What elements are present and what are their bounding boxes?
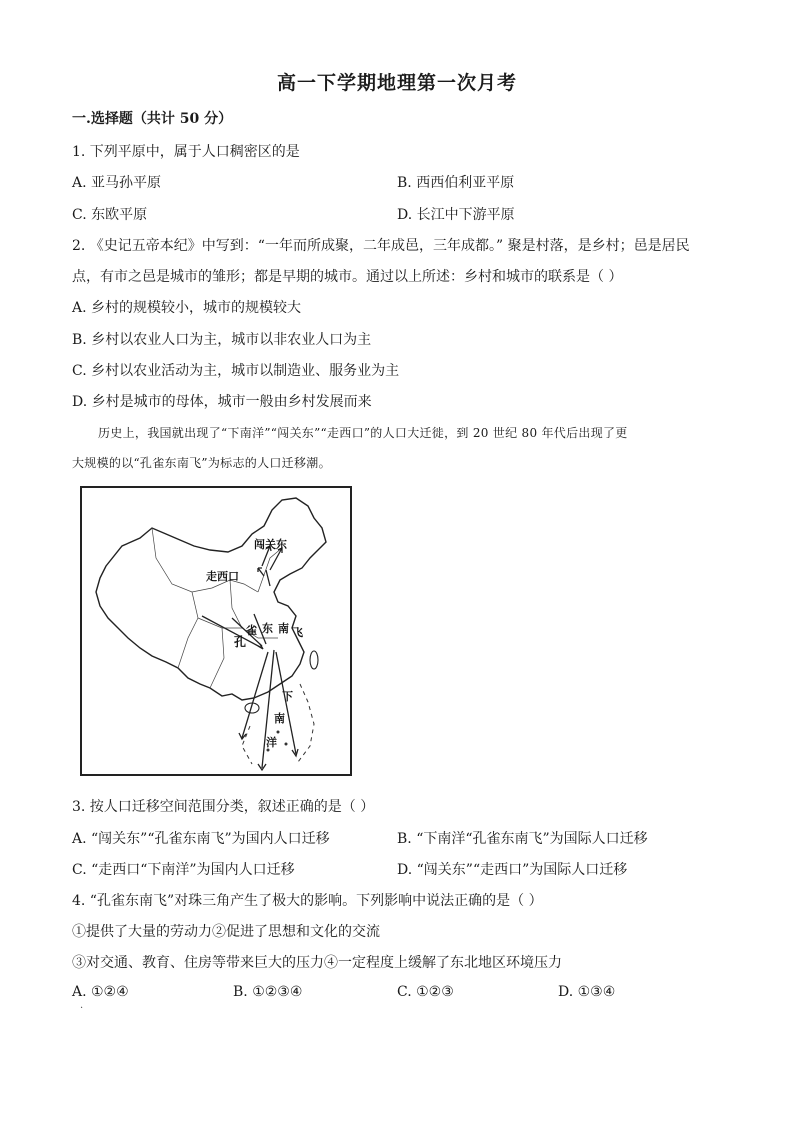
q1-option-b[interactable]: B. 西西伯利亚平原 <box>397 175 515 191</box>
label-chuang-guandong: 闯关东 <box>254 538 287 551</box>
q2-stem-line2: 点，有市之邑是城市的雏形；都是早期的城市。通过以上所述：乡村和城市的联系是（ ） <box>72 269 623 285</box>
migration-map <box>80 486 352 776</box>
q4-option-c[interactable]: C. ①②③ <box>397 984 454 1000</box>
china-outline <box>96 498 326 700</box>
label-fei: 飞 <box>292 626 303 639</box>
q4-item-line1: ①提供了大量的劳动力②促进了思想和文化的交流 <box>72 924 380 940</box>
label-dong: 东 <box>262 622 273 635</box>
q4-option-b[interactable]: B. ①②③④ <box>233 984 303 1000</box>
q3-option-d[interactable]: D. “闯关东”“走西口”为国际人口迁移 <box>397 862 628 878</box>
label-yang: 洋 <box>266 736 277 749</box>
china-outline-map <box>82 488 350 774</box>
passage-line1: 历史上，我国就出现了“下南洋”“闯关东”“走西口”的人口大迁徙，到 20 世纪 80 年代后出现了更 <box>98 426 628 440</box>
section-heading: 一.选择题（共计 50 分） <box>72 111 233 127</box>
q2-option-a[interactable]: A. 乡村的规模较小，城市的规模较大 <box>72 300 302 316</box>
q4-option-a[interactable]: A. ①②④ <box>72 984 129 1000</box>
q1-option-c[interactable]: C. 东欧平原 <box>72 207 148 223</box>
label-xia: 下 <box>282 690 293 703</box>
label-nan2: 南 <box>274 712 285 725</box>
q1-option-a[interactable]: A. 亚马孙平原 <box>72 175 162 191</box>
passage-line2: 大规模的以“孔雀东南飞”为标志的人口迁移潮。 <box>72 456 331 470</box>
label-nan: 南 <box>278 622 289 635</box>
q2-stem-line1: 2. 《史记五帝本纪》中写到：“一年而所成聚，二年成邑，三年成都。” 聚是村落，是乡村；邑是居民 <box>72 238 690 254</box>
label-kong: 孔 <box>234 635 247 649</box>
q1-option-d[interactable]: D. 长江中下游平原 <box>397 207 515 223</box>
q2-option-d[interactable]: D. 乡村是城市的母体，城市一般由乡村发展而来 <box>72 394 372 410</box>
taiwan-island <box>310 651 318 669</box>
label-zou-xikou: 走西口 <box>206 570 239 583</box>
footer-mark: · <box>80 1003 84 1014</box>
q2-option-b[interactable]: B. 乡村以农业人口为主，城市以非农业人口为主 <box>72 332 372 348</box>
q3-stem: 3. 按人口迁移空间范围分类，叙述正确的是（ ） <box>72 799 375 815</box>
q3-option-a[interactable]: A. “闯关东”“孔雀东南飞”为国内人口迁移 <box>72 831 330 847</box>
q1-stem: 1. 下列平原中，属于人口稠密区的是 <box>72 144 300 160</box>
page-title: 高一下学期地理第一次月考 <box>276 72 517 94</box>
q3-option-b[interactable]: B. “下南洋“孔雀东南飞”为国际人口迁移 <box>397 831 648 847</box>
q3-option-c[interactable]: C. “走西口“下南洋”为国内人口迁移 <box>72 862 295 878</box>
label-que: 雀 <box>246 624 257 637</box>
q4-item-line2: ③对交通、教育、住房等带来巨大的压力④一定程度上缓解了东北地区环境压力 <box>72 955 562 971</box>
q4-stem: 4. “孔雀东南飞”对珠三角产生了极大的影响。下列影响中说法正确的是（ ） <box>72 893 543 909</box>
q4-option-d[interactable]: D. ①③④ <box>558 984 616 1000</box>
q2-option-c[interactable]: C. 乡村以农业活动为主，城市以制造业、服务业为主 <box>72 363 400 379</box>
